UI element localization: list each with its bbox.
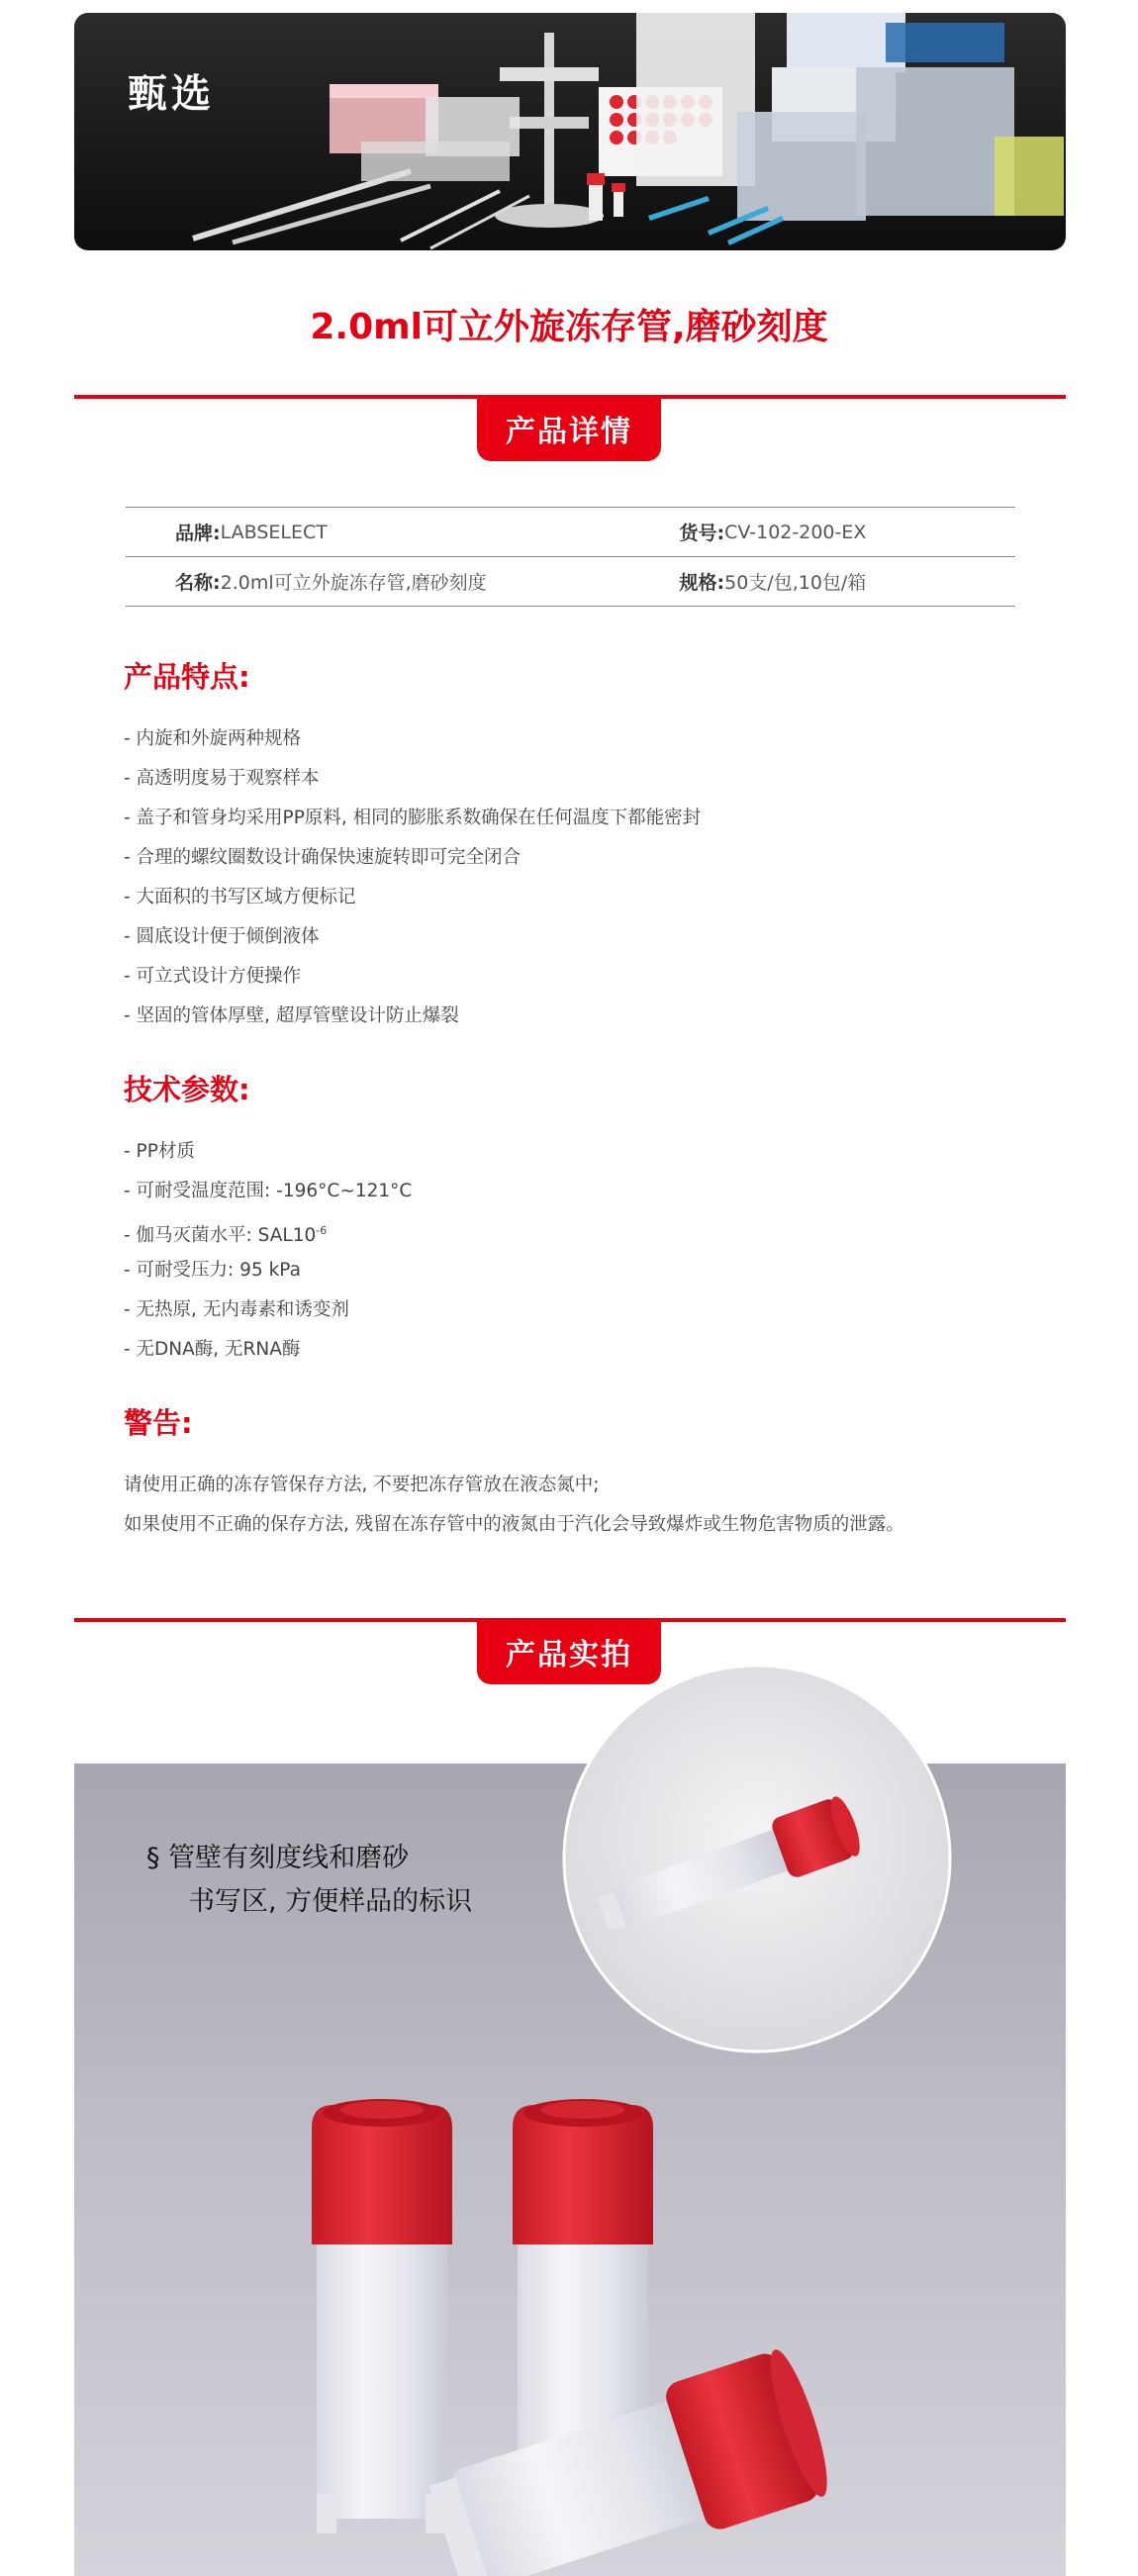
warning-heading: 警告: [124, 1406, 193, 1440]
spec-value-sku: CV-102-200-EX [724, 521, 867, 543]
cryovial-photo [74, 1663, 1066, 2576]
warning-line: 如果使用不正确的保存方法, 残留在冻存管中的液氮由于汽化会导致爆炸或生物危害物质的泄露。 [124, 1514, 904, 1535]
sal-text: - 伽马灭菌水平: SAL10 [124, 1225, 317, 1247]
list-item: - 坚固的管体厚壁, 超厚管壁设计防止爆裂 [124, 1005, 459, 1026]
spec-key: 规格: [679, 572, 725, 594]
sal-exponent: -6 [316, 1224, 328, 1237]
list-item: - 可耐受温度范围: -196°C~121°C [124, 1181, 413, 1201]
photo-caption-line1: § 管壁有刻度线和磨砂 [146, 1843, 410, 1873]
warning-section [124, 1401, 1034, 1545]
list-item: - 内旋和外旋两种规格 [124, 728, 302, 749]
section-badge-photos: 产品实拍 [477, 1619, 661, 1684]
brand-logo: 甄选 [128, 71, 215, 117]
tech-section [124, 1068, 1034, 1370]
section-badge-details: 产品详情 [477, 396, 661, 461]
features-heading: 产品特点: [124, 660, 250, 694]
spec-key: 名称: [175, 572, 221, 594]
warning-line: 请使用正确的冻存管保存方法, 不要把冻存管放在液态氮中; [124, 1475, 600, 1495]
list-item: - 合理的螺纹圈数设计确保快速旋转即可完全闭合 [124, 847, 522, 868]
features-section [124, 655, 1034, 1036]
list-item [124, 1211, 1034, 1251]
list-item: - 大面积的书写区域方便标记 [124, 887, 356, 907]
list-item: - 高透明度易于观察样本 [124, 768, 320, 789]
list-item: - 可立式设计方便操作 [124, 966, 302, 987]
list-item: - 盖子和管身均采用PP原料, 相同的膨胀系数确保在任何温度下都能密封 [124, 808, 702, 828]
photo-caption-line2: 书写区, 方便样品的标识 [188, 1886, 473, 1917]
spec-key: 货号: [679, 523, 725, 544]
lab-consumables-photo [74, 13, 1066, 250]
spec-value-package: 50支/包,10包/箱 [724, 572, 867, 594]
list-item: - 圆底设计便于倾倒液体 [124, 926, 320, 947]
spec-key: 品牌: [175, 523, 221, 544]
hero-banner [74, 13, 1066, 250]
tech-heading: 技术参数: [124, 1073, 250, 1106]
spec-row [126, 508, 1015, 557]
list-item: - 可耐受压力: 95 kPa [124, 1260, 301, 1281]
list-item: - 无热原, 无内毒素和诱变剂 [124, 1299, 349, 1320]
list-item: - 无DNA酶, 无RNA酶 [124, 1339, 301, 1360]
spec-value-brand: LABSELECT [220, 521, 328, 543]
list-item: - PP材质 [124, 1141, 195, 1162]
spec-value-name: 2.0ml可立外旋冻存管,磨砂刻度 [220, 572, 487, 594]
spec-row [126, 557, 1015, 607]
standing-tube-1 [312, 2099, 452, 2533]
spec-table [126, 507, 1015, 607]
photo-caption [146, 1837, 472, 1924]
product-title: 2.0ml可立外旋冻存管,磨砂刻度 [310, 307, 828, 347]
